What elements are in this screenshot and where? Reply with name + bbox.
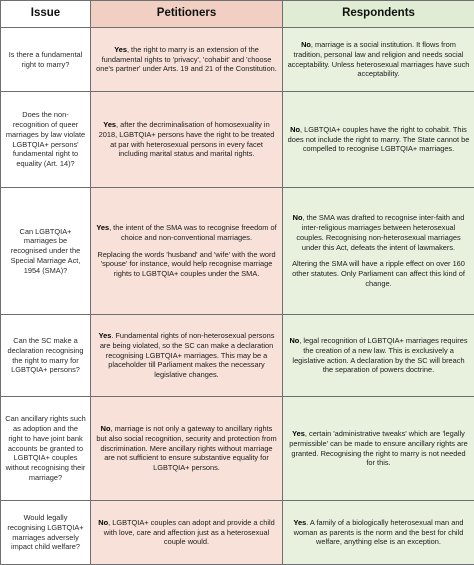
answer-text: . A family of a biologically heterosexual man and woman as parents is the norm and the best for child welfare, anything else is an exception. [294,518,464,547]
answer-lead: No [301,40,311,49]
petitioners-cell [91,397,283,501]
table-row [1,92,474,188]
answer-lead: Yes [99,331,112,340]
issue-cell: Can LGBTQIA+ marriages be recognised under the Special Marriage Act, 1954 (SMA)? [1,188,91,315]
answer-lead: Yes [103,120,116,129]
issue-cell: Can ancillary rights such as adoption and the right to have joint bank accounts be granted to LGBTQIA+ couples without recognising their marriage? [1,397,91,501]
answer-text: , legal recognition of LGBTQIA+ marriages requires the creation of a new law. This is exclusively a legislative action. A declaration by the SC will breach the separation of powers doctrine. [292,336,467,374]
petitioners-cell [91,315,283,397]
answer-lead: No [98,518,108,527]
issue-cell: Is there a fundamental right to marry? [1,28,91,92]
answer-lead: Yes [114,45,127,54]
answer-text: , the intent of the SMA was to recognise freedom of choice and non-conventional marriages. [109,223,277,242]
answer-text: , LGBTQIA+ couples can adopt and provide a child with love, care and affection just as a heterosexual couple would. [104,518,275,547]
answer-text: , the SMA was drafted to recognise inter-faith and inter-religious marriages between heterosexual couples. Recognising non-heterosexual marriages under this Act, defeats the intent of lawmakers. [296,213,464,251]
issue-cell: Can the SC make a declaration recognising the right to marry for LGBTQIA+ persons? [1,315,91,397]
respondents-cell [283,92,474,188]
answer-lead: No [290,125,300,134]
issue-cell: Would legally recognising LGBTQIA+ marriages adversely impact child welfare? [1,501,91,565]
answer-text-2: Altering the SMA will have a ripple effect on over 160 other statutes. Only Parliament can affect this kind of change. [287,259,470,288]
issue-cell: Does the non-recognition of queer marriages by law violate LGBTQIA+ persons' fundamental right to equality (Art. 14)? [1,92,91,188]
respondents-cell [283,28,474,92]
petitioners-cell [91,501,283,565]
answer-text: , after the decriminalisation of homosexuality in 2018, LGBTQIA+ persons have the right to be treated at par with heterosexual persons in every facet including marital status and marital rights. [99,120,275,158]
answer-lead: No [101,424,111,433]
answer-text-2: Replacing the words 'husband' and 'wife' with the word 'spouse' for instance, would help recognise marriage rights to LGBTQIA+ couples under the SMA. [95,250,278,279]
petitioners-cell [91,188,283,315]
answer-text: , marriage is a social institution. It flows from tradition, personal law and religion and needs social acceptability. Unless heterosexual marriages have such acceptability. [288,40,470,78]
table-row [1,188,474,315]
petitioners-cell [91,28,283,92]
answer-lead: Yes [292,429,305,438]
answer-lead: Yes [96,223,109,232]
petitioners-header: Petitioners [91,1,283,28]
respondents-cell [283,315,474,397]
issue-header: Issue [1,1,91,28]
answer-text: , certain 'administrative tweaks' which are 'legally permissible' can be made to ensure ancillary rights are granted. Recognising the right to marry is not needed for this. [289,429,467,467]
table-row [1,501,474,565]
respondents-cell [283,188,474,315]
petitioners-cell [91,92,283,188]
respondents-cell [283,501,474,565]
respondents-cell [283,397,474,501]
respondents-header: Respondents [283,1,474,28]
answer-text: . Fundamental rights of non-heterosexual persons are being violated, so the SC can make a declaration recognising LGBTQIA+ marriages. This may be a placeholder till Parliament makes the necessary legislative changes. [100,331,275,379]
answer-text: , marriage is not only a gateway to ancillary rights but also social recognition, security and protection from discrimination. Mere ancillary rights without marriage are not sufficient to ensure substantive equality for LGBTQIA+ persons. [96,424,276,472]
answer-lead: Yes [293,518,306,527]
answer-lead: No [289,336,299,345]
answer-lead: No [293,213,303,222]
table-row [1,315,474,397]
table-row [1,397,474,501]
table-row [1,28,474,92]
answer-text: , the right to marry is an extension of the fundamental rights to 'privacy', 'cohabit' and 'choose one's partner' under Arts. 19 and 21 of the Constitution. [96,45,277,74]
header-row [1,1,474,28]
answer-text: , LGBTQIA+ couples have the right to cohabit. This does not include the right to marry. The State cannot be compelled to recognise LGBTQIA+ marriages. [288,125,470,154]
